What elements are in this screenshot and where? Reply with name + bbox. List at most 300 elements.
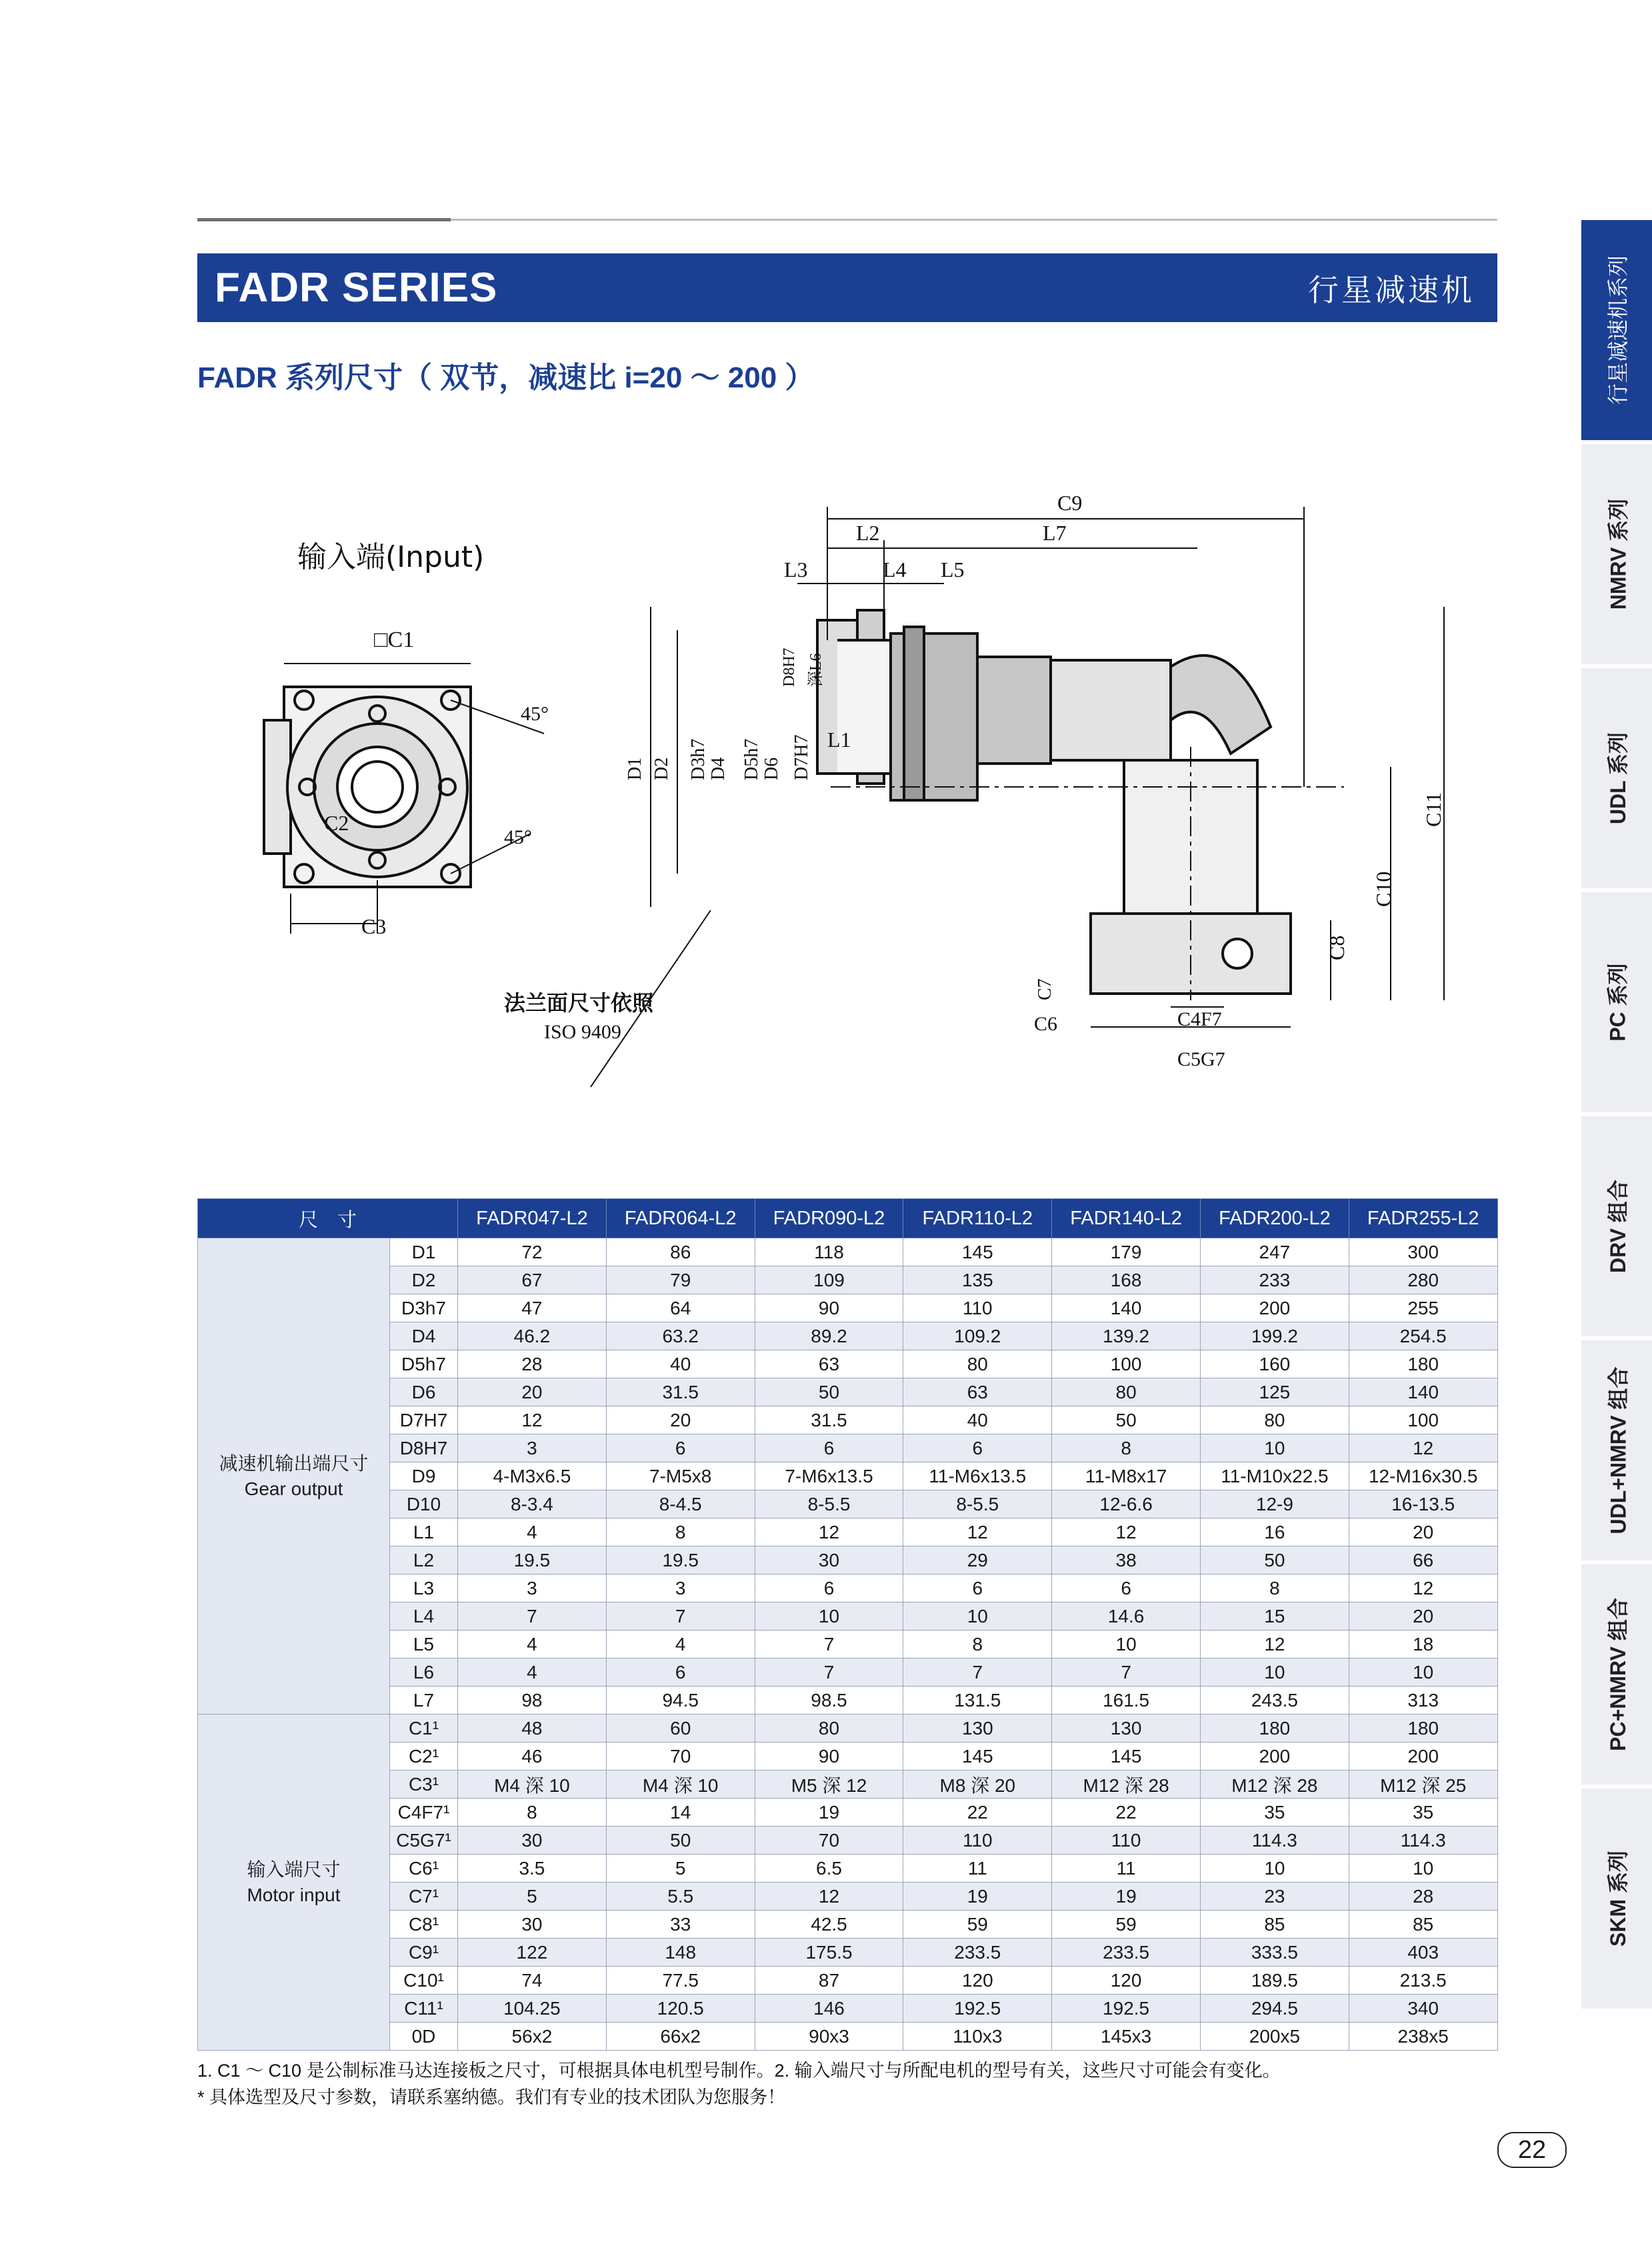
value-cell: 12	[1349, 1434, 1497, 1462]
value-cell: 8-5.5	[755, 1490, 903, 1518]
value-cell: 12-M16x30.5	[1349, 1462, 1497, 1490]
label-c11: C11	[1421, 792, 1445, 827]
value-cell: 7-M6x13.5	[755, 1462, 903, 1490]
value-cell: 50	[606, 1827, 755, 1855]
header-model: FADR090-L2	[755, 1199, 903, 1238]
value-cell: 7-M5x8	[606, 1462, 755, 1490]
value-cell: 247	[1201, 1238, 1349, 1266]
value-cell: 63	[755, 1350, 903, 1378]
param-cell: L7	[390, 1687, 458, 1715]
value-cell: 4	[458, 1518, 607, 1546]
param-cell: L3	[390, 1574, 458, 1602]
value-cell: 14.6	[1052, 1602, 1201, 1630]
value-cell: 12-6.6	[1052, 1490, 1201, 1518]
value-cell: 79	[606, 1266, 755, 1294]
param-cell: D3h7	[390, 1294, 458, 1322]
value-cell: M8 深 20	[903, 1771, 1052, 1799]
group-label-cn: 减速机输出端尺寸	[219, 1452, 369, 1474]
value-cell: 10	[1349, 1658, 1497, 1687]
param-cell: L2	[390, 1546, 458, 1574]
series-subtitle: 行星减速机	[1308, 272, 1475, 307]
value-cell: 59	[1052, 1911, 1201, 1939]
value-cell: 120	[1052, 1967, 1201, 1995]
value-cell: 109	[755, 1266, 903, 1294]
value-cell: 63.2	[606, 1322, 755, 1350]
value-cell: 11-M6x13.5	[903, 1462, 1052, 1490]
value-cell: 145x3	[1052, 2023, 1201, 2051]
value-cell: 4-M3x6.5	[458, 1462, 607, 1490]
value-cell: M4 深 10	[458, 1771, 607, 1799]
value-cell: 100	[1349, 1406, 1497, 1434]
value-cell: 40	[903, 1406, 1052, 1434]
value-cell: 10	[903, 1602, 1052, 1630]
table-row	[198, 1406, 1498, 1434]
value-cell: 23	[1201, 1883, 1349, 1911]
header-model: FADR047-L2	[458, 1199, 607, 1238]
param-cell: C2¹	[390, 1743, 458, 1771]
value-cell: M4 深 10	[606, 1771, 755, 1799]
value-cell: 33	[606, 1911, 755, 1939]
value-cell: 10	[1349, 1855, 1497, 1883]
value-cell: 110	[903, 1294, 1052, 1322]
value-cell: 7	[1052, 1658, 1201, 1687]
value-cell: 20	[606, 1406, 755, 1434]
param-cell: C5G7¹	[390, 1827, 458, 1855]
table-row	[198, 1799, 1498, 1827]
value-cell: 7	[755, 1658, 903, 1687]
label-angle-top: 45°	[521, 703, 549, 725]
value-cell: 90	[755, 1294, 903, 1322]
value-cell: 60	[606, 1715, 755, 1743]
label-d7: D7H7	[791, 734, 812, 780]
header-model: FADR140-L2	[1052, 1199, 1201, 1238]
value-cell: 6	[1052, 1574, 1201, 1602]
value-cell: 10	[1201, 1855, 1349, 1883]
value-cell: 6.5	[755, 1855, 903, 1883]
value-cell: 200	[1201, 1294, 1349, 1322]
param-cell: L6	[390, 1658, 458, 1687]
label-d5: D5h7	[741, 738, 762, 780]
value-cell: 67	[458, 1266, 607, 1294]
value-cell: 11-M8x17	[1052, 1462, 1201, 1490]
label-l3: L3	[784, 557, 808, 582]
top-rule-accent	[197, 218, 451, 221]
table-row	[198, 1658, 1498, 1687]
value-cell: 313	[1349, 1687, 1497, 1715]
param-cell: C11¹	[390, 1995, 458, 2023]
footnotes	[197, 2057, 1281, 2111]
page-number: 22	[1497, 2132, 1567, 2168]
label-d8: D8H7	[781, 648, 798, 687]
value-cell: 90x3	[755, 2023, 903, 2051]
table-row	[198, 1939, 1498, 1967]
value-cell: 66x2	[606, 2023, 755, 2051]
label-c7: C7	[1035, 978, 1055, 1000]
value-cell: 35	[1349, 1799, 1497, 1827]
value-cell: 94.5	[606, 1687, 755, 1715]
value-cell: 114.3	[1349, 1827, 1497, 1855]
value-cell: 28	[458, 1350, 607, 1378]
label-l2: L2	[856, 521, 880, 545]
value-cell: 20	[458, 1378, 607, 1406]
value-cell: 19.5	[606, 1546, 755, 1574]
value-cell: 118	[755, 1238, 903, 1266]
value-cell: 122	[458, 1939, 607, 1967]
table-row	[198, 1490, 1498, 1518]
value-cell: 80	[755, 1715, 903, 1743]
value-cell: 20	[1349, 1518, 1497, 1546]
value-cell: 120.5	[606, 1995, 755, 2023]
label-l5: L5	[941, 557, 965, 582]
value-cell: 10	[1052, 1630, 1201, 1658]
value-cell: 12	[458, 1406, 607, 1434]
header-model: FADR064-L2	[606, 1199, 755, 1238]
table-row	[198, 1462, 1498, 1490]
value-cell: 160	[1201, 1350, 1349, 1378]
value-cell: 12	[1052, 1518, 1201, 1546]
value-cell: 3	[458, 1574, 607, 1602]
value-cell: 189.5	[1201, 1967, 1349, 1995]
dimension-table	[197, 1198, 1498, 2051]
table-row	[198, 1630, 1498, 1658]
label-l1: L1	[827, 728, 851, 752]
group-label	[198, 1715, 390, 2051]
value-cell: 11	[1052, 1855, 1201, 1883]
table-row	[198, 1883, 1498, 1911]
value-cell: 110x3	[903, 2023, 1052, 2051]
value-cell: 85	[1201, 1911, 1349, 1939]
group-label-cn: 输入端尺寸	[247, 1859, 341, 1880]
value-cell: 16	[1201, 1518, 1349, 1546]
table-row	[198, 1771, 1498, 1799]
value-cell: 85	[1349, 1911, 1497, 1939]
value-cell: 140	[1052, 1294, 1201, 1322]
value-cell: 130	[903, 1715, 1052, 1743]
value-cell: 30	[458, 1911, 607, 1939]
label-d1: D1	[625, 757, 645, 780]
param-cell: D1	[390, 1238, 458, 1266]
table-row	[198, 1434, 1498, 1462]
value-cell: 12	[903, 1518, 1052, 1546]
param-cell: C9¹	[390, 1939, 458, 1967]
value-cell: 100	[1052, 1350, 1201, 1378]
value-cell: 255	[1349, 1294, 1497, 1322]
value-cell: 233.5	[903, 1939, 1052, 1967]
value-cell: 98	[458, 1687, 607, 1715]
side-tab-udl-nmrv[interactable]: UDL+NMRV 组合	[1581, 1340, 1652, 1560]
dimension-lines	[591, 507, 1444, 1087]
value-cell: 30	[755, 1546, 903, 1574]
value-cell: 80	[1201, 1406, 1349, 1434]
value-cell: 47	[458, 1294, 607, 1322]
value-cell: 175.5	[755, 1939, 903, 1967]
value-cell: 110	[903, 1827, 1052, 1855]
table-row	[198, 1911, 1498, 1939]
value-cell: 4	[458, 1658, 607, 1687]
label-c8: C8	[1325, 935, 1349, 960]
value-cell: 12-9	[1201, 1490, 1349, 1518]
value-cell: 20	[1349, 1602, 1497, 1630]
input-flange-view	[264, 664, 544, 934]
value-cell: 340	[1349, 1995, 1497, 2023]
param-cell: D5h7	[390, 1350, 458, 1378]
value-cell: 8	[1052, 1434, 1201, 1462]
value-cell: 254.5	[1349, 1322, 1497, 1350]
param-cell: C3¹	[390, 1771, 458, 1799]
param-cell: C1¹	[390, 1715, 458, 1743]
value-cell: 46.2	[458, 1322, 607, 1350]
value-cell: 30	[458, 1827, 607, 1855]
table-row	[198, 1322, 1498, 1350]
value-cell: 6	[755, 1574, 903, 1602]
input-label: 输入端(Input)	[297, 540, 485, 574]
table-row	[198, 2023, 1498, 2051]
table-row	[198, 1995, 1498, 2023]
value-cell: 50	[1201, 1546, 1349, 1574]
value-cell: 19.5	[458, 1546, 607, 1574]
value-cell: 72	[458, 1238, 607, 1266]
value-cell: 87	[755, 1967, 903, 1995]
table-row	[198, 1546, 1498, 1574]
value-cell: 280	[1349, 1266, 1497, 1294]
value-cell: 200x5	[1201, 2023, 1349, 2051]
value-cell: 135	[903, 1266, 1052, 1294]
value-cell: 213.5	[1349, 1967, 1497, 1995]
value-cell: 12	[755, 1518, 903, 1546]
value-cell: 238x5	[1349, 2023, 1497, 2051]
value-cell: 125	[1201, 1378, 1349, 1406]
label-c9: C9	[1057, 491, 1083, 515]
value-cell: 31.5	[755, 1406, 903, 1434]
value-cell: 66	[1349, 1546, 1497, 1574]
value-cell: 35	[1201, 1799, 1349, 1827]
value-cell: 120	[903, 1967, 1052, 1995]
value-cell: 80	[903, 1350, 1052, 1378]
value-cell: 5.5	[606, 1883, 755, 1911]
value-cell: 42.5	[755, 1911, 903, 1939]
value-cell: 56x2	[458, 2023, 607, 2051]
value-cell: 19	[903, 1883, 1052, 1911]
value-cell: 98.5	[755, 1687, 903, 1715]
value-cell: 63	[903, 1378, 1052, 1406]
table-row	[198, 1518, 1498, 1546]
group-label-en: Motor input	[247, 1884, 341, 1905]
param-cell: C10¹	[390, 1967, 458, 1995]
label-c2: C2	[324, 811, 349, 835]
side-tab-drv[interactable]: DRV 组合	[1581, 1116, 1652, 1336]
value-cell: 10	[1201, 1434, 1349, 1462]
value-cell: 114.3	[1201, 1827, 1349, 1855]
label-angle-bottom: 45°	[504, 826, 532, 848]
param-cell: D8H7	[390, 1434, 458, 1462]
value-cell: 403	[1349, 1939, 1497, 1967]
footnote-2: * 具体选型及尺寸参数，请联系塞纳德。我们有专业的技术团队为您服务！	[197, 2087, 786, 2107]
value-cell: M5 深 12	[755, 1771, 903, 1799]
label-l6: 深L6	[807, 653, 825, 687]
value-cell: 233	[1201, 1266, 1349, 1294]
value-cell: 10	[755, 1602, 903, 1630]
value-cell: 3	[458, 1434, 607, 1462]
param-cell: C7¹	[390, 1883, 458, 1911]
value-cell: 50	[1052, 1406, 1201, 1434]
table-row	[198, 1743, 1498, 1771]
header-model: FADR255-L2	[1349, 1199, 1497, 1238]
label-d2: D2	[651, 757, 672, 780]
value-cell: 40	[606, 1350, 755, 1378]
value-cell: 161.5	[1052, 1687, 1201, 1715]
value-cell: 168	[1052, 1266, 1201, 1294]
label-c10: C10	[1371, 871, 1395, 907]
value-cell: 300	[1349, 1238, 1497, 1266]
value-cell: 38	[1052, 1546, 1201, 1574]
value-cell: 12	[1349, 1574, 1497, 1602]
param-cell: D10	[390, 1490, 458, 1518]
value-cell: M12 深 28	[1201, 1771, 1349, 1799]
value-cell: 8-5.5	[903, 1490, 1052, 1518]
label-d6: D6	[761, 757, 782, 780]
table-row	[198, 1378, 1498, 1406]
param-cell: L1	[390, 1518, 458, 1546]
gearbox-side-view	[817, 610, 1344, 1000]
value-cell: 3	[606, 1574, 755, 1602]
value-cell: 59	[903, 1911, 1052, 1939]
value-cell: M12 深 28	[1052, 1771, 1201, 1799]
table-header-row	[198, 1199, 1498, 1238]
value-cell: 86	[606, 1238, 755, 1266]
label-c6: C6	[1034, 1013, 1058, 1035]
value-cell: M12 深 25	[1349, 1771, 1497, 1799]
table-row	[198, 1827, 1498, 1855]
value-cell: 243.5	[1201, 1687, 1349, 1715]
param-cell: L5	[390, 1630, 458, 1658]
value-cell: 145	[1052, 1743, 1201, 1771]
table-row	[198, 1238, 1498, 1266]
param-cell: C4F7¹	[390, 1799, 458, 1827]
value-cell: 7	[606, 1602, 755, 1630]
value-cell: 180	[1201, 1715, 1349, 1743]
table-row	[198, 1687, 1498, 1715]
table-row	[198, 1715, 1498, 1743]
label-d4: D4	[708, 757, 729, 780]
value-cell: 50	[755, 1378, 903, 1406]
value-cell: 104.25	[458, 1995, 607, 2023]
value-cell: 7	[755, 1630, 903, 1658]
value-cell: 8-4.5	[606, 1490, 755, 1518]
value-cell: 179	[1052, 1238, 1201, 1266]
footnote-1: 1. C1 ～ C10 是公制标准马达连接板之尺寸，可根据具体电机型号制作。2. 输入端尺寸与所配电机的型号有关，这些尺寸可能会有变化。	[197, 2061, 1281, 2081]
side-tab-pc-nmrv[interactable]: PC+NMRV 组合	[1581, 1564, 1652, 1785]
value-cell: 139.2	[1052, 1322, 1201, 1350]
value-cell: 11-M10x22.5	[1201, 1462, 1349, 1490]
value-cell: 22	[903, 1799, 1052, 1827]
side-tab-pc[interactable]: PC 系列	[1581, 892, 1652, 1112]
group-label-en: Gear output	[244, 1478, 343, 1499]
value-cell: 6	[903, 1434, 1052, 1462]
value-cell: 110	[1052, 1827, 1201, 1855]
value-cell: 28	[1349, 1883, 1497, 1911]
value-cell: 5	[606, 1855, 755, 1883]
value-cell: 6	[606, 1434, 755, 1462]
value-cell: 199.2	[1201, 1322, 1349, 1350]
param-cell: D9	[390, 1462, 458, 1490]
value-cell: 140	[1349, 1378, 1497, 1406]
value-cell: 200	[1349, 1743, 1497, 1771]
side-tab-skm[interactable]: SKM 系列	[1581, 1789, 1652, 2009]
param-cell: 0D	[390, 2023, 458, 2051]
value-cell: 6	[755, 1434, 903, 1462]
side-tab-planetary[interactable]: 行星减速机系列	[1581, 220, 1652, 440]
label-c5: C5G7	[1177, 1048, 1225, 1070]
value-cell: 294.5	[1201, 1995, 1349, 2023]
table-row	[198, 1294, 1498, 1322]
value-cell: 333.5	[1201, 1939, 1349, 1967]
value-cell: 145	[903, 1238, 1052, 1266]
value-cell: 64	[606, 1294, 755, 1322]
param-cell: D4	[390, 1322, 458, 1350]
value-cell: 19	[1052, 1883, 1201, 1911]
value-cell: 7	[903, 1658, 1052, 1687]
value-cell: 8	[458, 1799, 607, 1827]
value-cell: 180	[1349, 1715, 1497, 1743]
table-row	[198, 1602, 1498, 1630]
header-model: FADR200-L2	[1201, 1199, 1349, 1238]
label-d3: D3h7	[688, 738, 709, 780]
value-cell: 192.5	[1052, 1995, 1201, 2023]
value-cell: 5	[458, 1883, 607, 1911]
value-cell: 4	[606, 1630, 755, 1658]
value-cell: 6	[606, 1658, 755, 1687]
table-row	[198, 1350, 1498, 1378]
series-title: FADR SERIES	[215, 265, 498, 311]
flange-note: 法兰面尺寸依照	[504, 990, 654, 1016]
label-c3: C3	[361, 914, 387, 938]
value-cell: 12	[1201, 1630, 1349, 1658]
table-row	[198, 1574, 1498, 1602]
side-tab-nmrv[interactable]: NMRV 系列	[1581, 444, 1652, 664]
param-cell: D6	[390, 1378, 458, 1406]
label-c4: C4F7	[1177, 1008, 1222, 1030]
value-cell: 16-13.5	[1349, 1490, 1497, 1518]
value-cell: 8-3.4	[458, 1490, 607, 1518]
value-cell: 48	[458, 1715, 607, 1743]
value-cell: 4	[458, 1630, 607, 1658]
value-cell: 18	[1349, 1630, 1497, 1658]
value-cell: 7	[458, 1602, 607, 1630]
value-cell: 130	[1052, 1715, 1201, 1743]
value-cell: 200	[1201, 1743, 1349, 1771]
value-cell: 8	[903, 1630, 1052, 1658]
iso-standard: ISO 9409	[544, 1021, 621, 1043]
group-label	[198, 1238, 390, 1715]
value-cell: 8	[606, 1518, 755, 1546]
label-c1: □C1	[374, 628, 415, 652]
value-cell: 70	[606, 1743, 755, 1771]
header-dimension: 尺 寸	[198, 1199, 458, 1238]
param-cell: D2	[390, 1266, 458, 1294]
value-cell: 12	[755, 1883, 903, 1911]
value-cell: 89.2	[755, 1322, 903, 1350]
value-cell: 180	[1349, 1350, 1497, 1378]
value-cell: 29	[903, 1546, 1052, 1574]
value-cell: 15	[1201, 1602, 1349, 1630]
value-cell: 90	[755, 1743, 903, 1771]
side-tab-nav	[1581, 220, 1652, 2013]
param-cell: C6¹	[390, 1855, 458, 1883]
value-cell: 31.5	[606, 1378, 755, 1406]
value-cell: 233.5	[1052, 1939, 1201, 1967]
param-cell: L4	[390, 1602, 458, 1630]
side-tab-udl[interactable]: UDL 系列	[1581, 668, 1652, 888]
